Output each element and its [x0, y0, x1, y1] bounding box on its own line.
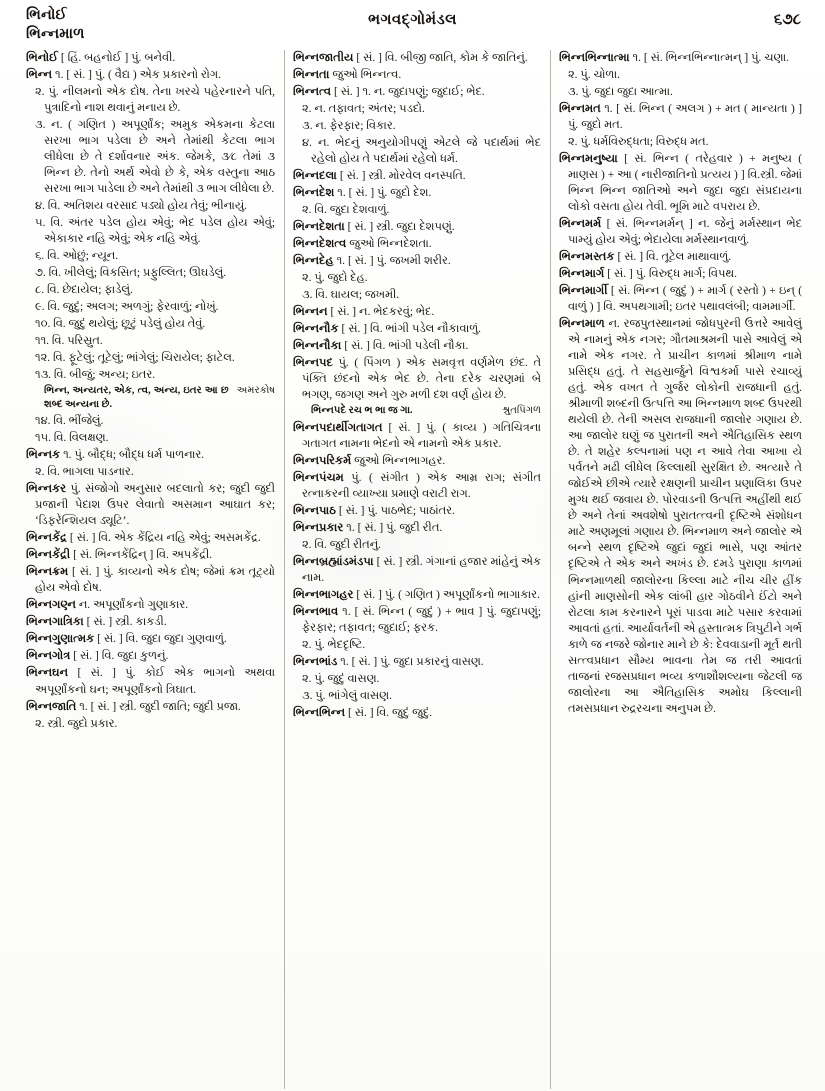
sense-text: ૨. વિ. જુદા દેશવાળું.: [302, 204, 390, 217]
running-head-left-line-2: ભિન્નમાળ: [26, 25, 85, 42]
entry-headword: ભિન્નગોત્ર: [26, 650, 71, 663]
entry-headword: ભિન્નકેંદ્ર: [26, 532, 67, 545]
dictionary-entry: [293, 185, 541, 201]
sense-text: ૨. ન. તફાવત; અંતર; પડદો.: [302, 103, 425, 116]
entry-headword: ભિન્નકર: [26, 483, 67, 496]
entry-headword: ભિન્નભાંડ: [293, 655, 338, 668]
dictionary-entry: [293, 253, 541, 269]
entry-definition: [ સં. ] વિ. એક કેંદ્રિય નહિ એવું; અસમકેંદ્ર.: [69, 532, 261, 545]
entry-definition: [ સં. ] ૧. ન. જુદાપણું; જુદાઈ; ભેદ.: [333, 86, 485, 99]
column-3: [550, 50, 811, 1089]
sense-text: ૩. ન. ( ગણિત ) અપૂર્ણાંક; અમુક એકમના કેટલા સરખા ભાગ પડેલા છે અને તેમાંથી કેટલા ભાગ લીધેલા છે તે દર્શાવનાર અંક. જેમકે, ૩⁄૮ તેમાં ૩ ભિન્ન છે. તેનો અર્થ એવો છે કે, એક વસ્તુના આઠ સરખા ભાગ પાડેલા છે અને તેમાંથી ૩ ભાગ લીધેલા છે.: [35, 119, 275, 196]
entry-definition: [ સં. ] પું. વિરુદ્ધ માર્ગ; વિપથ.: [607, 268, 738, 281]
entry-sense: [26, 333, 275, 349]
entry-headword: ભિન્નક્રમ: [26, 566, 69, 579]
entry-headword: ભિન્નજાતિ: [26, 700, 77, 713]
entry-headword: ભિન્નપરિકર્મ: [293, 454, 352, 467]
entry-definition: જુઓ ભિન્નદેશતા.: [349, 238, 432, 251]
entry-headword: ભિન્નપંચમ: [293, 471, 344, 484]
dictionary-entry: [26, 631, 275, 647]
dictionary-entry: [293, 470, 541, 502]
entry-definition: [ સં. ] પું. ( કાવ્ય ) ગતિચિત્રના ગતાગત નામના ભેદનો એ નામનો એક પ્રકાર.: [302, 421, 541, 450]
dictionary-entry: [26, 648, 275, 664]
dictionary-entry: [293, 705, 541, 721]
entry-sense: [26, 367, 275, 383]
sense-text: ૨. વિ. જુદી રીતનું.: [302, 538, 382, 551]
entry-headword: ભિન્નગણ્ન: [26, 599, 76, 612]
entry-sense: [293, 270, 541, 286]
dictionary-entry: [559, 249, 802, 265]
sense-text: ૨. પું. જુદું વાસણ.: [302, 672, 380, 685]
dictionary-entry: [559, 283, 802, 315]
dictionary-entry: [559, 101, 802, 133]
dictionary-entry: [293, 453, 541, 469]
entry-headword: ભિન્નનૌકા: [293, 340, 342, 353]
dictionary-entry: [26, 547, 275, 563]
entry-headword: ભિન્નપાઠ: [293, 504, 336, 517]
entry-definition: ન. અપૂર્ણાંકનો ગુણાકાર.: [78, 599, 189, 612]
entry-sense: [26, 413, 275, 429]
entry-sense: [26, 248, 275, 264]
sense-text: ૩. પું. જુદા જુદા આત્મા.: [568, 86, 673, 99]
entry-headword: ભિન્નપદાર્થીગતાગત: [293, 421, 383, 434]
entry-definition: [ સં. ભિન્નકેંદ્રિન્ ] વિ. અપકેંદ્રી.: [73, 549, 213, 562]
entry-definition: [ સં. ] વિ. જુદા કુળનું.: [73, 650, 169, 663]
dictionary-entry: [293, 304, 541, 320]
entry-headword: ભિન્નદેશ: [293, 187, 335, 200]
entry-definition: જુઓ ભિન્નભાગહર.: [354, 454, 446, 467]
dictionary-entry: [26, 564, 275, 596]
entry-sense: [559, 84, 802, 100]
entry-definition: [ સં. ] વિ. તૂટેલ માથાવાળું.: [617, 251, 732, 264]
sense-text: ૨. પું. ધર્મવિરુદ્ધતા; વિરુદ્ધ મત.: [568, 136, 709, 149]
sense-text: ૮. વિ. છેદાયેલ; ફાડેલું.: [35, 284, 133, 297]
entry-headword: ભિન્ન: [26, 69, 53, 82]
entry-definition: [ હિં. બહનોઈ ] પું. બનેવી.: [60, 52, 176, 64]
entry-headword: ભિન્નદેહ: [293, 255, 334, 268]
column-container: [18, 50, 811, 1089]
entry-definition: [ સં. ] પું. કોઈ એક ભાગનો અથવા અપૂર્ણાંકનો ઘન; અપૂર્ણાંકનો ત્રિઘાત.: [35, 667, 275, 696]
entry-definition: [ સં. ભિન્ન ( જુદું ) + માર્ગ ( રસ્તો ) + ઇન્ ( વાળું ) ] વિ. અપથગામી; ઇતર પથાવલંબી; વામમાર્ગી.: [568, 285, 802, 314]
sense-text: ૩. ન. ફેરફાર; વિકાર.: [302, 120, 396, 133]
entry-sense: [26, 265, 275, 281]
sense-text: ૯. વિ. જુદું; અલગ; અળગું; ફેરવાળું; નોખું.: [35, 301, 219, 314]
running-head-left-line-1: ભિનોઈ: [26, 7, 67, 23]
entry-definition: ૧. [ સં. ] પું. જુદી રીત.: [346, 521, 443, 534]
entry-sense: [293, 118, 541, 134]
entry-sense: [293, 202, 541, 218]
entry-headword: ભિન્નતા: [293, 69, 330, 82]
citation-source: શ્રુતપિંગળ: [502, 405, 541, 417]
entry-definition: પું. ( પિંગળ ) એક સમવૃત્ત વર્ણમેળ છંદ. તે પંક્તિ છંદનો એક ભેદ છે. તેના દરેક ચરણમાં બે ભગણ, જગણ અને ગુરુ મળી દશ વર્ણ હોય છે.: [302, 357, 541, 402]
dictionary-entry: [559, 266, 802, 282]
dictionary-entry: [559, 50, 802, 66]
entry-definition: [ સં. ] વિ. ભાંગી પડેલ નૌકાવાળું.: [341, 323, 482, 336]
entry-headword: ભિન્નમર્મ: [559, 218, 602, 231]
entry-headword: ભિન્નભિન્નાત્મા: [559, 52, 630, 64]
sense-text: ૧૫. વિ. વિલક્ષણ.: [35, 432, 109, 445]
entry-definition: [ સં. ] સ્ત્રી. મોરવેલ વનસ્પતિ.: [339, 170, 466, 183]
entry-headword: ભિન્નબ્રહ્માંડમંડપા: [293, 555, 374, 568]
sense-text: ૨. સ્ત્રી. જુદો પ્રકાર.: [35, 717, 118, 730]
entry-definition: [ સં. ] ન. ભેદકરવું; ભેદ.: [330, 306, 435, 319]
dictionary-entry: [293, 355, 541, 403]
entry-sense: [26, 716, 275, 732]
entry-definition: [ સં. ] વિ. જુદા જુદા ગુણવાળું.: [97, 633, 227, 646]
sense-text: ૬. વિ. ઓછું; ન્યૂન.: [35, 250, 119, 263]
dictionary-entry: [26, 699, 275, 715]
entry-definition: [ સં. ] પું. કાવ્યનો એક દોષ; જેમાં ક્રમ તૂટ્યો હોય એવો દોષ.: [35, 566, 276, 595]
dictionary-article: [559, 316, 802, 716]
entry-definition: ૧. [ સં. ] પું. જુદા પ્રકારનું વાસણ.: [340, 655, 484, 668]
entry-sense: [26, 430, 275, 446]
dictionary-entry: [293, 554, 541, 586]
entry-definition: જુઓ ભિન્નત્વ.: [332, 69, 402, 82]
dictionary-entry: [293, 338, 541, 354]
dictionary-entry: [293, 236, 541, 252]
sense-text: ૨. પું. જુદો દેહ.: [302, 272, 368, 285]
entry-headword: ભિન્નભાગહર: [293, 588, 354, 601]
entry-definition: [ સં. ] સ્ત્રી. કાકડી.: [86, 616, 167, 629]
entry-sense: [26, 84, 275, 116]
entry-definition: [ સં. ] વિ. બીજી જાતિ, કોમ કે જાતિનું.: [356, 52, 528, 64]
dictionary-entry: [26, 614, 275, 630]
entry-headword: ભિન્નપદ: [293, 357, 333, 370]
dictionary-entry: [293, 520, 541, 536]
entry-citation: [293, 404, 541, 418]
dictionary-title: ભગવદ્ગોમંડલ: [368, 12, 457, 28]
entry-headword: ભિન્નભિન્ન: [293, 706, 346, 719]
entry-definition: [ સં. ] વિ. ભાંગી પડેલી નૌકા.: [344, 340, 469, 353]
sense-text: ૨. પું. નીલમનો એક દોષ. તેના ખરચે પહેરનારને પતિ, પુત્રાદિનો નાશ થવાનું મનાય છે.: [35, 86, 275, 115]
dictionary-entry: [559, 151, 802, 215]
entry-headword: ભિન્નન: [293, 306, 328, 319]
entry-sense: [293, 537, 541, 553]
entry-definition: [ સં. ] વિ. જુદું જુદું.: [348, 706, 433, 719]
entry-definition: [ સં. ] પું. ( ગણિત ) અપૂર્ણાંકનો ભાગાકાર.: [356, 588, 540, 601]
entry-definition: [ સં. ] પું. પાઠભેદ; પાઠાંતર.: [338, 504, 455, 517]
sense-text: ૩. પું. ભાંગેલું વાસણ.: [302, 689, 392, 702]
entry-sense: [293, 671, 541, 687]
entry-headword: ભિન્નમસ્તક: [559, 251, 615, 264]
entry-sense: [26, 282, 275, 298]
dictionary-entry: [293, 67, 541, 83]
sense-text: ૪. વિ. અતિશય વરસાદ પડ્યો હોય તેવું; ભીનાયું.: [35, 200, 248, 213]
entry-definition: ૧. [ સં. ભિન્નભિન્નાત્મન્ ] પું. ચણા.: [632, 52, 790, 64]
entry-headword: ભિન્નમાળ: [559, 318, 605, 331]
sense-text: ૩. વિ. ઘાયલ; જખમી.: [302, 289, 400, 302]
entry-definition: ૧. [ સં. ] પું. જખમી શરીર.: [336, 255, 451, 268]
entry-headword: ભિન્નમાર્ગ: [559, 268, 605, 281]
entry-headword: ભિન્નગાત્રિકા: [26, 616, 84, 629]
dictionary-entry: [26, 481, 275, 529]
entry-headword: ભિન્નક: [26, 449, 61, 462]
entry-sense: [293, 637, 541, 653]
entry-headword: ભિન્નનૌક: [293, 323, 339, 336]
sense-text: ૪. ન. ભેદનું અનુયોગીપણું એટલે જે પદાર્થમાં ભેદ રહેલો હોય તે પદાર્થમાં રહેલો ધર્મ.: [302, 137, 541, 166]
entry-definition: ૧. [ સં. ] પું. જુદો દેશ.: [337, 187, 432, 200]
citation-text: ભિન્ન, અન્યતર, એક, ત્વ, અન્ય, ઇતર આ છ શબ્દ અન્યના છે.: [44, 385, 229, 411]
dictionary-entry: [26, 530, 275, 546]
entry-sense: [26, 299, 275, 315]
entry-headword: ભિન્નમનુષ્યા: [559, 153, 618, 166]
dictionary-entry: [559, 216, 802, 248]
entry-headword: ભિન્નપ્રકાર: [293, 521, 344, 534]
sense-text: ૨. પું. ભેદદૃષ્ટિ.: [302, 638, 366, 651]
entry-definition: ૧. [ સં. ભિન્ન ( જુદું ) + ભાવ ] પું. જુદાપણું; ફેરફાર; તફાવત; જુદાઈ; ફરક.: [302, 605, 541, 634]
dictionary-entry: [293, 587, 541, 603]
dictionary-entry: [293, 168, 541, 184]
entry-sense: [26, 316, 275, 332]
dictionary-entry: [293, 321, 541, 337]
entry-definition: [ સં. ] સ્ત્રી. જુદા દેશપણું.: [347, 221, 455, 234]
entry-sense: [26, 350, 275, 366]
sense-text: ૧૩. વિ. બીજું; અન્ય; ઇતર.: [35, 369, 156, 382]
dictionary-entry: [293, 50, 541, 66]
entry-sense: [293, 287, 541, 303]
sense-text: ૧૦. વિ. જુદું થયેલું; છૂટું પડેલું હોય તેવું.: [35, 318, 206, 331]
entry-headword: ભિન્નદેશત્વ: [293, 238, 347, 251]
column-2: [284, 50, 550, 1089]
entry-sense: [293, 688, 541, 704]
sense-text: ૧૪. વિ. ભીંજેલું.: [35, 415, 104, 428]
entry-headword: ભિન્નજાતીય: [293, 52, 354, 64]
entry-definition: ૧. [ સં. ] પું. ( વૈદ્ય ) એક પ્રકારનો રોગ.: [54, 69, 221, 82]
entry-headword: ભિન્નભાવ: [293, 605, 339, 618]
entry-sense: [559, 67, 802, 83]
entry-definition: [ સં. ભિન્ન ( તરેહવાર ) + મનુષ્ય ( માણસ ) + આ ( નારીજાતિનો પ્રત્યય ) ] વિ.સ્ત્રી. જેમાં ભિન્ન ભિન્ન જાતિઓ અને જુદા જુદા સંપ્રદાયના લોકો વસતા હોય તેવી. ભૂમિ માટે વપરાય છે.: [568, 153, 802, 214]
entry-headword: ભિન્નઘન: [26, 667, 69, 680]
sense-text: ૨. પું. ચોળા.: [568, 69, 620, 82]
dictionary-entry: [293, 604, 541, 636]
entry-headword: ભિન્નકેંદ્રી: [26, 549, 71, 562]
entry-headword: ભિન્નગુણાત્મક: [26, 633, 95, 646]
sense-text: ૨. વિ. ભાગલા પાડનાર.: [35, 466, 134, 479]
page-number: ૬૭૮: [773, 12, 801, 28]
dictionary-entry: [26, 67, 275, 83]
entry-sense: [26, 117, 275, 197]
entry-definition: [ સં. ભિન્નમર્મન્ ] ન. જેનું મર્મસ્થાન ભેદ પામ્યું હોય એવું; ભેદાયેલા મર્મસ્થાનવાળું.: [568, 218, 802, 247]
dictionary-entry: [26, 447, 275, 463]
entry-definition: પું. ( સંગીત ) એક આમ્ર રાગ; સંગીત રત્નાકરની વ્યાખ્યા પ્રમાણે વરાટી રાગ.: [302, 471, 541, 500]
entry-headword: ભિન્નદલા: [293, 170, 337, 183]
entry-definition: ૧. [ સં. ભિન્ન ( અલગ ) + મત ( માન્યતા ) ] પું. જુદો મત.: [568, 103, 803, 132]
sense-text: ૫. વિ. અંતર પડેલ હોય એવું; ભેદ પડેલ હોય એવું; એકાકાર નહિ એવું; એક નહિ એવું.: [35, 217, 275, 246]
sense-text: ૭. વિ. ખીલેલું; વિકસિત; પ્રફુલ્લિત; ઊઘડેલું.: [35, 267, 227, 280]
entry-citation: [26, 384, 275, 411]
entry-sense: [26, 198, 275, 214]
entry-definition: ન. રજપુતસ્થાનમાં જોધપુરની ઉત્તરે આવેલું એ નામનું એક નગર; ગૌતમાશ્રમની પાસે આવેલું એ નામે એક નગર. તે પ્રાચીન કાળમાં શ્રીમાળ નામે પ્રસિદ્ધ હતું. તે સહસ્રાર્જુને વિશ્વકર્મા પાસે રચાવ્યું હતું. એક વખત તે ગુર્જર લોકોની રાજધાની હતું. શ્રીમાળી શબ્દની ઉત્પત્તિ આ ભિન્નમાળ શબ્દ ઉપરથી થયેલી છે. તેની અસલ રાજધાની જાલોર ગણાય છે. આ જાલોર ઘણું જ પુરાતની અને ઐતિહાસિક સ્થળ છે. તે શહેર કલ્પનામાં પણ ન આવે તેવા આખા યે પર્વતને મઢી લીધેલ કિલ્લાથી સુરક્ષિત છે. અત્યારે તે જોઈએ છીએ ત્યારે રક્ષણની પ્રાચીન પ્રણાલિકા ઉપર મુગ્ધ થઈ જવાય છે. પોરવાડની ઉત્પત્તિ અહીંથી થઈ છે અને તેનાં અવશેષો પુરાતત્ત્વની દૃષ્ટિએ સંશોધન માટે અણમૂલાં ગણાય છે. ભિન્નમાળ અને જાલોર એ બન્ને સ્થળ દૃષ્ટિએ જુદાં જુદાં ભાસે, પણ આંતર દૃષ્ટિએ તે એક અને અખંડ છે. દમડે પુરાણા કાળમાં ભિન્નમાળથી જાલોરના કિલ્લા માટે નીચ ચીર હીંક હાંની માણસોની એક લાંબી હાર ગોઠવીને ઈંટો અને રોટલા કામ કરનારને પૂરાં પાડવા માટે પસાર કરવામાં આવતાં હતાં. આર્યાવર્તની એ હસ્તાત્મક ત્રિપુટીને ગર્ભ કાળે જ નજરે જોનાર માને છે કે: દેવવાડાની મૂર્ત થતી સત્ત્વપ્રધાન સૌમ્ય ભાવના તેમ જ તરી આવતાં તાજનાં રજસપ્રધાન ભવ્ય કળાશૌશલ્યના જેટલી જ જાલોરના આ ઐતિહાસિક અમોઘ કિલ્લાની તમસપ્રધાન રુદ્રરચના અનુપમ છે.: [568, 318, 803, 715]
entry-sense: [293, 135, 541, 167]
entry-headword: ભિન્નમત: [559, 103, 601, 116]
entry-sense: [26, 215, 275, 247]
citation-source: અમરકોષ: [236, 385, 275, 397]
entry-sense: [293, 101, 541, 117]
dictionary-entry: [293, 654, 541, 670]
dictionary-entry: [293, 84, 541, 100]
column-1: [18, 50, 284, 1089]
entry-definition: [ સં. ] સ્ત્રી. ગંગાનાં હજાર માંહેનું એક નામ.: [302, 555, 541, 584]
sense-text: ૧૧. વિ. પરિસ્રુત.: [35, 335, 103, 348]
entry-headword: ભિન્નત્વ: [293, 86, 331, 99]
entry-definition: ૧. પું. બૌદ્ધ; બૌદ્ધ ધર્મ પાળનાર.: [63, 449, 205, 462]
dictionary-entry: [293, 503, 541, 519]
entry-headword: ભિન્નમાર્ગી: [559, 285, 608, 298]
entry-headword: ભિન્નદેશતા: [293, 221, 345, 234]
entry-definition: ૧. [ સં. ] સ્ત્રી. જુદી જાતિ; જુદી પ્રજા.: [79, 700, 241, 713]
dictionary-entry: [293, 219, 541, 235]
dictionary-entry: [26, 50, 275, 66]
running-head: [0, 0, 825, 52]
entry-headword: ભિનોઈ: [26, 52, 58, 64]
dictionary-entry: [293, 420, 541, 452]
dictionary-entry: [26, 665, 275, 697]
entry-sense: [26, 464, 275, 480]
dictionary-entry: [26, 597, 275, 613]
sense-text: ૧૨. વિ. ફૂટેલું; તૂટેલું; ભાંગેલું; ચિરાયેલ; ફાટેલ.: [35, 352, 235, 365]
entry-sense: [559, 134, 802, 150]
citation-text: ભિન્નપદે રચ ભ ભા જ ગા.: [311, 405, 413, 417]
entry-definition: પું. સંજોગો અનુસાર બદલાતો કર; જુદી જુદી પ્રજાની પેદાશ ઉપર લેવાતો અસમાન આઘાત કર; ‘ડિફરેન્શિયલ ડ્યૂટિ’.: [35, 483, 275, 528]
